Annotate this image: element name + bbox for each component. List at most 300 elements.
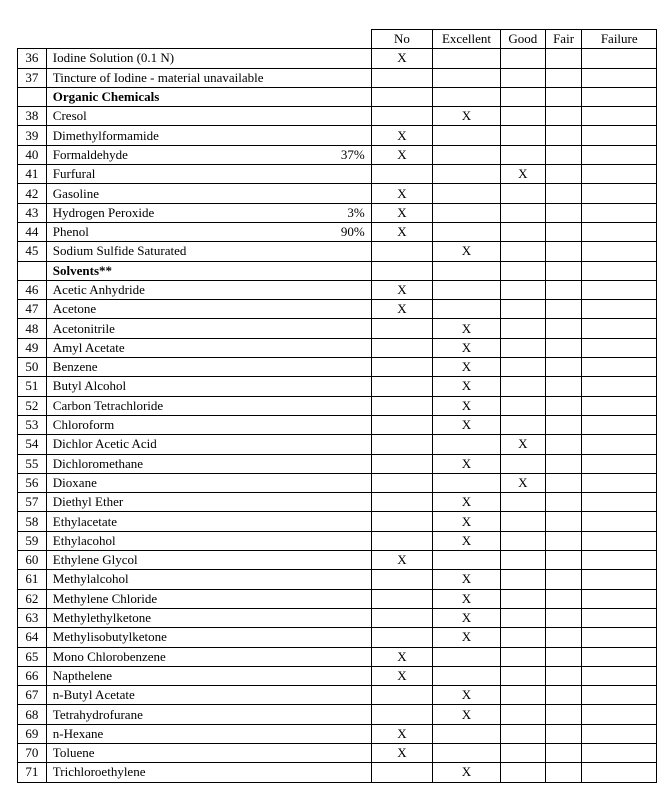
- chemical-name: Chloroform: [46, 415, 296, 434]
- chemical-name: Acetonitrile: [46, 319, 296, 338]
- rating-excellent-cell: [433, 647, 501, 666]
- rating-good-cell: [500, 743, 545, 762]
- rating-good-cell: [500, 242, 545, 261]
- concentration: [296, 647, 371, 666]
- rating-excellent-cell: [433, 222, 501, 241]
- rating-failure-cell: [582, 145, 657, 164]
- rating-excellent-cell: [433, 49, 501, 68]
- rating-fair-cell: [545, 435, 582, 454]
- rating-no-cell: [371, 222, 432, 241]
- rating-failure-cell: [582, 415, 657, 434]
- rating-mark: X: [461, 320, 472, 336]
- rating-no-cell: [371, 338, 432, 357]
- rating-failure-cell: [582, 280, 657, 299]
- empty-rating-cell: [433, 87, 501, 106]
- rating-no-cell: [371, 570, 432, 589]
- table-row: [18, 145, 657, 164]
- row-number: 67: [18, 686, 47, 705]
- row-number: 57: [18, 493, 47, 512]
- chemical-name: Dioxane: [46, 473, 296, 492]
- concentration: [296, 377, 371, 396]
- rating-good-cell: [500, 628, 545, 647]
- concentration: [296, 705, 371, 724]
- rating-excellent-cell: [433, 300, 501, 319]
- rating-mark: X: [397, 127, 407, 143]
- rating-fair-cell: [545, 415, 582, 434]
- rating-good-cell: [500, 377, 545, 396]
- concentration: [296, 358, 371, 377]
- rating-no-cell: [371, 165, 432, 184]
- rating-no-cell: [371, 107, 432, 126]
- section-row: [18, 261, 657, 280]
- rating-good-cell: [500, 512, 545, 531]
- chemical-resistance-table: [17, 29, 657, 783]
- rating-failure-cell: [582, 68, 657, 87]
- rating-good-cell: [500, 493, 545, 512]
- rating-fair-cell: [545, 319, 582, 338]
- rating-good-cell: [500, 705, 545, 724]
- rating-failure-cell: [582, 705, 657, 724]
- rating-fair-cell: [545, 647, 582, 666]
- table-row: [18, 628, 657, 647]
- table-row: [18, 705, 657, 724]
- rating-good-cell: [500, 686, 545, 705]
- rating-mark: X: [397, 725, 407, 741]
- chemical-name: Hydrogen Peroxide: [46, 203, 296, 222]
- rating-good-cell: [500, 300, 545, 319]
- empty-rating-cell: [371, 261, 432, 280]
- rating-good-cell: [500, 280, 545, 299]
- rating-failure-cell: [582, 473, 657, 492]
- rating-mark: X: [461, 687, 472, 703]
- rating-good-cell: [500, 589, 545, 608]
- concentration: [296, 666, 371, 685]
- rating-good-cell: [500, 396, 545, 415]
- table-row: [18, 608, 657, 627]
- rating-good-cell: [500, 608, 545, 627]
- rating-failure-cell: [582, 628, 657, 647]
- chemical-name: Dichlor Acetic Acid: [46, 435, 296, 454]
- rating-excellent-cell: [433, 454, 501, 473]
- rating-excellent-cell: [433, 184, 501, 203]
- row-number: 63: [18, 608, 47, 627]
- rating-excellent-cell: [433, 493, 501, 512]
- rating-fair-cell: [545, 145, 582, 164]
- chemical-name: n-Butyl Acetate: [46, 686, 296, 705]
- table-row: [18, 551, 657, 570]
- rating-excellent-cell: [433, 280, 501, 299]
- row-number: 37: [18, 68, 47, 87]
- header-row: [18, 30, 657, 49]
- row-number: 50: [18, 358, 47, 377]
- rating-excellent-cell: [433, 743, 501, 762]
- rating-good-cell: [500, 763, 545, 782]
- chemical-name: Amyl Acetate: [46, 338, 296, 357]
- chemical-name: Methylene Chloride: [46, 589, 296, 608]
- rating-good-cell: [500, 222, 545, 241]
- rating-no-cell: [371, 493, 432, 512]
- table-row: [18, 222, 657, 241]
- row-number: 40: [18, 145, 47, 164]
- rating-good-cell: [500, 435, 545, 454]
- rating-mark: X: [397, 146, 407, 162]
- rating-no-cell: [371, 203, 432, 222]
- rating-no-cell: [371, 705, 432, 724]
- rating-mark: X: [461, 243, 472, 259]
- rating-excellent-cell: [433, 666, 501, 685]
- table-row: [18, 203, 657, 222]
- rating-no-cell: [371, 647, 432, 666]
- rating-fair-cell: [545, 743, 582, 762]
- rating-mark: X: [397, 204, 407, 220]
- rating-good-cell: [500, 531, 545, 550]
- chemical-name: Methylalcohol: [46, 570, 296, 589]
- rating-mark: X: [397, 282, 407, 297]
- chemical-name: Carbon Tetrachloride: [46, 396, 296, 415]
- concentration: [296, 242, 371, 261]
- rating-mark: X: [461, 339, 472, 355]
- rating-excellent-cell: [433, 415, 501, 434]
- rating-good-cell: [500, 126, 545, 145]
- empty-rating-cell: [582, 87, 657, 106]
- rating-no-cell: [371, 396, 432, 415]
- rating-fair-cell: [545, 300, 582, 319]
- concentration: [296, 165, 371, 184]
- rating-good-cell: [500, 570, 545, 589]
- row-number: 71: [18, 763, 47, 782]
- rating-no-cell: [371, 666, 432, 685]
- rating-mark: X: [518, 474, 528, 490]
- rating-good-cell: [500, 68, 545, 87]
- rating-excellent-cell: [433, 608, 501, 627]
- rating-mark: X: [397, 552, 407, 568]
- table-row: [18, 396, 657, 415]
- rating-mark: X: [461, 359, 472, 375]
- row-number: 52: [18, 396, 47, 415]
- rating-excellent-cell: [433, 589, 501, 608]
- concentration: 37%: [296, 145, 371, 164]
- rating-excellent-cell: [433, 126, 501, 145]
- table-row: [18, 242, 657, 261]
- rating-failure-cell: [582, 358, 657, 377]
- empty-rating-cell: [545, 261, 582, 280]
- rating-mark: X: [461, 590, 472, 606]
- chemical-name: Gasoline: [46, 184, 296, 203]
- rating-excellent-cell: [433, 107, 501, 126]
- empty-rating-cell: [500, 87, 545, 106]
- rating-no-cell: [371, 608, 432, 627]
- rating-failure-cell: [582, 107, 657, 126]
- concentration: [296, 763, 371, 782]
- rating-good-cell: [500, 647, 545, 666]
- rating-mark: X: [461, 513, 472, 529]
- table-row: [18, 686, 657, 705]
- concentration: [296, 300, 371, 319]
- rating-excellent-cell: [433, 473, 501, 492]
- concentration: [296, 589, 371, 608]
- row-number: 58: [18, 512, 47, 531]
- rating-excellent-cell: [433, 396, 501, 415]
- row-number: 59: [18, 531, 47, 550]
- rating-no-cell: [371, 551, 432, 570]
- table-row: [18, 338, 657, 357]
- rating-excellent-cell: [433, 165, 501, 184]
- header-blank-cell: [18, 30, 372, 49]
- rating-excellent-cell: [433, 319, 501, 338]
- concentration: [296, 280, 371, 299]
- chemical-resistance-table-container: [17, 29, 657, 783]
- chemical-name: Formaldehyde: [46, 145, 296, 164]
- table-row: [18, 107, 657, 126]
- row-number: 66: [18, 666, 47, 685]
- table-row: [18, 666, 657, 685]
- rating-fair-cell: [545, 358, 582, 377]
- row-number: 53: [18, 415, 47, 434]
- rating-mark: X: [461, 378, 472, 394]
- rating-fair-cell: [545, 377, 582, 396]
- table-row: [18, 512, 657, 531]
- rating-excellent-cell: [433, 203, 501, 222]
- rating-failure-cell: [582, 686, 657, 705]
- row-number: 55: [18, 454, 47, 473]
- rating-good-cell: [500, 319, 545, 338]
- table-row: [18, 280, 657, 299]
- rating-mark: X: [461, 417, 472, 433]
- rating-failure-cell: [582, 570, 657, 589]
- rating-fair-cell: [545, 551, 582, 570]
- header-fair: Fair: [545, 30, 582, 49]
- rating-no-cell: [371, 512, 432, 531]
- rating-no-cell: [371, 589, 432, 608]
- chemical-name: Ethylacetate: [46, 512, 296, 531]
- concentration: [296, 454, 371, 473]
- section-label: Organic Chemicals: [46, 87, 371, 106]
- header-excellent: Excellent: [433, 30, 501, 49]
- rating-failure-cell: [582, 49, 657, 68]
- table-row: [18, 647, 657, 666]
- row-number: 65: [18, 647, 47, 666]
- chemical-name: Toluene: [46, 743, 296, 762]
- row-number: 54: [18, 435, 47, 454]
- chemical-name: Napthelene: [46, 666, 296, 685]
- chemical-name: Dichloromethane: [46, 454, 296, 473]
- table-row: [18, 473, 657, 492]
- chemical-name: Tetrahydrofurane: [46, 705, 296, 724]
- rating-fair-cell: [545, 203, 582, 222]
- rating-good-cell: [500, 473, 545, 492]
- rating-failure-cell: [582, 666, 657, 685]
- table-row: [18, 763, 657, 782]
- table-row: [18, 531, 657, 550]
- concentration: [296, 686, 371, 705]
- header-good: Good: [500, 30, 545, 49]
- rating-fair-cell: [545, 589, 582, 608]
- table-row: [18, 493, 657, 512]
- rating-no-cell: [371, 724, 432, 743]
- rating-mark: X: [461, 764, 472, 780]
- concentration: [296, 551, 371, 570]
- rating-no-cell: [371, 454, 432, 473]
- rating-mark: X: [461, 108, 472, 124]
- empty-rating-cell: [545, 87, 582, 106]
- rating-excellent-cell: [433, 705, 501, 724]
- header-failure: Failure: [582, 30, 657, 49]
- rating-excellent-cell: [433, 686, 501, 705]
- table-row: [18, 570, 657, 589]
- rating-failure-cell: [582, 724, 657, 743]
- rating-excellent-cell: [433, 724, 501, 743]
- rating-good-cell: [500, 338, 545, 357]
- concentration: [296, 396, 371, 415]
- row-number: 46: [18, 280, 47, 299]
- rating-mark: X: [461, 455, 472, 471]
- table-row: [18, 724, 657, 743]
- rating-mark: X: [461, 532, 472, 548]
- rating-no-cell: [371, 415, 432, 434]
- rating-excellent-cell: [433, 763, 501, 782]
- chemical-name: Dimethylformamide: [46, 126, 296, 145]
- row-number: 44: [18, 222, 47, 241]
- chemical-name: Phenol: [46, 222, 296, 241]
- rating-fair-cell: [545, 165, 582, 184]
- concentration: [296, 49, 371, 68]
- concentration: [296, 107, 371, 126]
- table-row: [18, 454, 657, 473]
- concentration: 3%: [296, 203, 371, 222]
- rating-fair-cell: [545, 628, 582, 647]
- concentration: [296, 628, 371, 647]
- rating-mark: X: [461, 629, 472, 645]
- rating-good-cell: [500, 415, 545, 434]
- rating-good-cell: [500, 358, 545, 377]
- row-number: 69: [18, 724, 47, 743]
- rating-fair-cell: [545, 724, 582, 743]
- rating-no-cell: [371, 319, 432, 338]
- rating-fair-cell: [545, 608, 582, 627]
- chemical-name: Methylethylketone: [46, 608, 296, 627]
- rating-good-cell: [500, 145, 545, 164]
- row-number: 48: [18, 319, 47, 338]
- empty-rating-cell: [582, 261, 657, 280]
- section-num-cell: [18, 87, 47, 106]
- rating-mark: X: [461, 494, 472, 510]
- rating-failure-cell: [582, 126, 657, 145]
- rating-fair-cell: [545, 49, 582, 68]
- chemical-name: n-Hexane: [46, 724, 296, 743]
- rating-failure-cell: [582, 396, 657, 415]
- rating-fair-cell: [545, 473, 582, 492]
- rating-excellent-cell: [433, 358, 501, 377]
- chemical-name: Tincture of Iodine - material unavailable: [46, 68, 296, 87]
- rating-failure-cell: [582, 531, 657, 550]
- concentration: [296, 473, 371, 492]
- chemical-name: Ethylacohol: [46, 531, 296, 550]
- table-row: [18, 319, 657, 338]
- rating-failure-cell: [582, 512, 657, 531]
- rating-excellent-cell: [433, 145, 501, 164]
- rating-no-cell: [371, 145, 432, 164]
- chemical-name: Butyl Alcohol: [46, 377, 296, 396]
- row-number: 64: [18, 628, 47, 647]
- row-number: 51: [18, 377, 47, 396]
- rating-no-cell: [371, 242, 432, 261]
- section-label: Solvents**: [46, 261, 371, 280]
- rating-excellent-cell: [433, 435, 501, 454]
- rating-excellent-cell: [433, 570, 501, 589]
- chemical-name: Furfural: [46, 165, 296, 184]
- row-number: 39: [18, 126, 47, 145]
- rating-fair-cell: [545, 454, 582, 473]
- concentration: [296, 68, 371, 87]
- rating-mark: X: [397, 648, 407, 664]
- table-row: [18, 300, 657, 319]
- row-number: 43: [18, 203, 47, 222]
- chemical-name: Mono Chlorobenzene: [46, 647, 296, 666]
- concentration: [296, 435, 371, 454]
- rating-no-cell: [371, 184, 432, 203]
- rating-excellent-cell: [433, 338, 501, 357]
- concentration: 90%: [296, 222, 371, 241]
- rating-fair-cell: [545, 222, 582, 241]
- rating-good-cell: [500, 49, 545, 68]
- rating-good-cell: [500, 165, 545, 184]
- table-row: [18, 435, 657, 454]
- empty-rating-cell: [433, 261, 501, 280]
- row-number: 61: [18, 570, 47, 589]
- row-number: 47: [18, 300, 47, 319]
- rating-mark: X: [397, 185, 407, 201]
- rating-failure-cell: [582, 608, 657, 627]
- rating-excellent-cell: [433, 242, 501, 261]
- rating-excellent-cell: [433, 377, 501, 396]
- concentration: [296, 570, 371, 589]
- chemical-name: Iodine Solution (0.1 N): [46, 49, 296, 68]
- rating-excellent-cell: [433, 512, 501, 531]
- rating-good-cell: [500, 551, 545, 570]
- section-row: [18, 87, 657, 106]
- rating-excellent-cell: [433, 531, 501, 550]
- rating-failure-cell: [582, 377, 657, 396]
- row-number: 49: [18, 338, 47, 357]
- rating-failure-cell: [582, 242, 657, 261]
- row-number: 60: [18, 551, 47, 570]
- rating-good-cell: [500, 454, 545, 473]
- rating-fair-cell: [545, 512, 582, 531]
- rating-excellent-cell: [433, 628, 501, 647]
- rating-fair-cell: [545, 666, 582, 685]
- rating-no-cell: [371, 473, 432, 492]
- chemical-name: Acetic Anhydride: [46, 280, 296, 299]
- rating-good-cell: [500, 666, 545, 685]
- empty-rating-cell: [500, 261, 545, 280]
- rating-good-cell: [500, 107, 545, 126]
- concentration: [296, 415, 371, 434]
- rating-failure-cell: [582, 319, 657, 338]
- rating-mark: X: [461, 706, 472, 722]
- rating-failure-cell: [582, 203, 657, 222]
- rating-failure-cell: [582, 589, 657, 608]
- table-row: [18, 126, 657, 145]
- chemical-name: Methylisobutylketone: [46, 628, 296, 647]
- rating-fair-cell: [545, 493, 582, 512]
- table-row: [18, 49, 657, 68]
- rating-fair-cell: [545, 763, 582, 782]
- chemical-name: Trichloroethylene: [46, 763, 296, 782]
- concentration: [296, 608, 371, 627]
- rating-good-cell: [500, 203, 545, 222]
- rating-failure-cell: [582, 222, 657, 241]
- row-number: 36: [18, 49, 47, 68]
